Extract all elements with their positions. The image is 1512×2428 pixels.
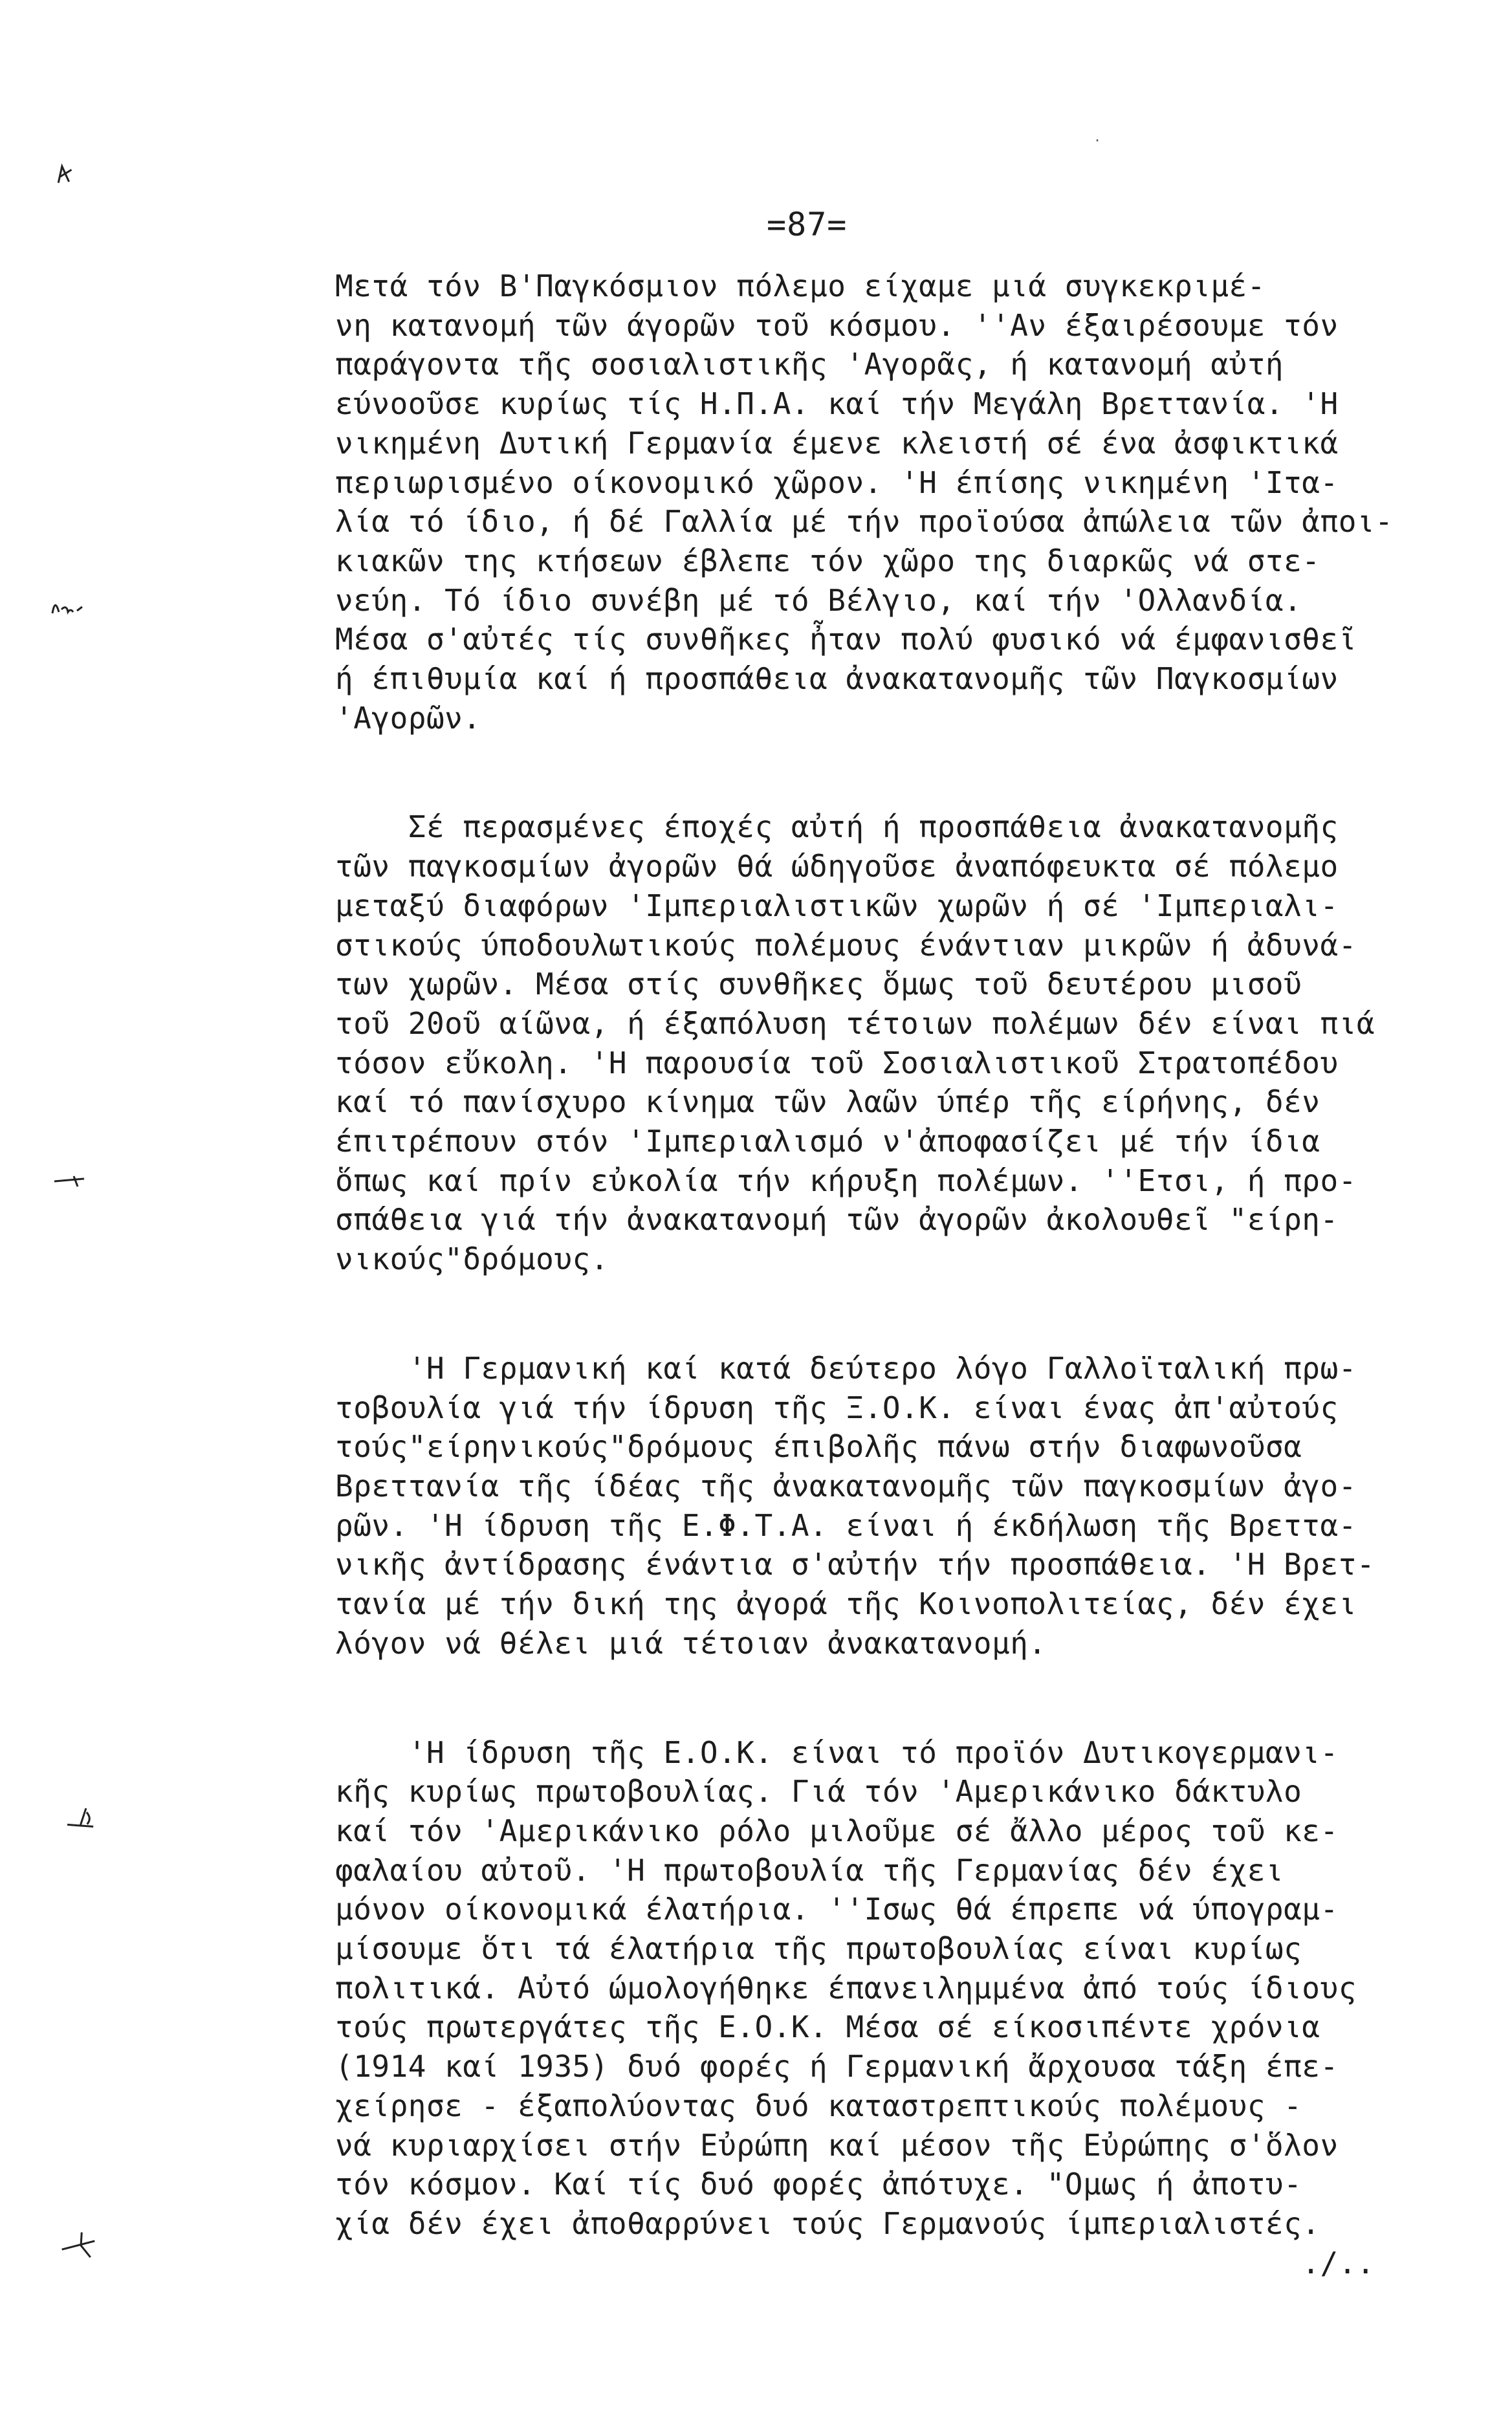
text-line: τανία μέ τήν δική της ἀγορά τῆς Κοινοπολιτείας, δέν έχει: [335, 1586, 1357, 1622]
text-line: χείρησε - έξαπολύοντας δυό καταστρεπτικούς πολέμους -: [335, 2088, 1302, 2123]
text-line: καί τό πανίσχυρο κίνημα τῶν λαῶν ύπέρ τῆς είρήνης, δέν: [335, 1084, 1320, 1120]
text-line: ή έπιθυμία καί ή προσπάθεια ἀνακατανομῆς τῶν Παγκοσμίων: [335, 661, 1339, 697]
text-line: μεταξύ διαφόρων 'Ιμπεριαλιστικῶν χωρῶν ή σέ 'Ιμπεριαλι-: [335, 888, 1339, 923]
text-line: νά κυριαρχίσει στήν Εὐρώπη καί μέσον τῆς Εὐρώπης σ'ὅλον: [335, 2127, 1339, 2163]
text-line: των χωρῶν. Μέσα στίς συνθῆκες ὅμως τοῦ δευτέρου μισοῦ: [335, 967, 1302, 1002]
text-line: λόγον νά θέλει μιά τέτοιαν ἀνακατανομή.: [335, 1625, 1047, 1661]
text-line: σπάθεια γιά τήν ἀνακατανομή τῶν ἀγορῶν ἀκολουθεῖ "είρη-: [335, 1202, 1339, 1238]
text-line: φαλαίου αὐτοῦ. 'Η πρωτοβουλία τῆς Γερμανίας δέν έχει: [335, 1852, 1284, 1888]
text-line: νικημένη Δυτική Γερμανία έμενε κλειστή σέ ένα ἀσφικτικά: [335, 425, 1339, 461]
text-line: Μετά τόν Β'Παγκόσμιον πόλεμο είχαμε μιά συγκεκριμέ-: [335, 268, 1265, 303]
text-line: 'Αγορῶν.: [335, 700, 481, 736]
text-line: ρῶν. 'Η ίδρυση τῆς Ε.Φ.Τ.Α. είναι ή έκδήλωση τῆς Βρεττα-: [335, 1507, 1357, 1543]
text-line: τῶν παγκοσμίων ἀγορῶν θά ώδηγοῦσε ἀναπόφευκτα σέ πόλεμο: [335, 849, 1339, 884]
text-line: χία δέν έχει ἀποθαρρύνει τούς Γερμανούς ίμπεριαλιστές.: [335, 2205, 1320, 2241]
page-number: =87=: [767, 206, 848, 243]
text-line: έπιτρέπουν στόν 'Ιμπεριαλισμό ν'ἀποφασίζει μέ τήν ίδια: [335, 1124, 1320, 1159]
text-line: Μέσα σ'αὐτές τίς συνθῆκες ἦταν πολύ φυσικό νά έμφανισθεῖ: [335, 622, 1357, 657]
text-line: παράγοντα τῆς σοσιαλιστικῆς 'Αγορᾶς, ή κατανομή αὐτή: [335, 347, 1284, 382]
paragraph: [335, 1733, 1454, 2283]
text-line: ὅπως καί πρίν εὐκολία τήν κήρυξη πολέμων. ''Ετσι, ή προ-: [335, 1163, 1357, 1198]
margin-handwritten-mark: [49, 594, 87, 624]
text-line: καί τόν 'Αμερικάνικο ρόλο μιλοῦμε σέ ἄλλο μέρος τοῦ κε-: [335, 1813, 1339, 1848]
text-line: κιακῶν της κτήσεων έβλεπε τόν χῶρο της διαρκῶς νά στε-: [335, 543, 1320, 578]
margin-handwritten-mark: [56, 2224, 107, 2275]
paragraph: [335, 1349, 1454, 1663]
text-line: κῆς κυρίως πρωτοβουλίας. Γιά τόν 'Αμερικάνικο δάκτυλο: [335, 1774, 1302, 1810]
margin-handwritten-mark: [52, 1172, 91, 1196]
text-line: νικούς"δρόμους.: [335, 1241, 609, 1277]
text-line: πολιτικά. Αὐτό ώμολογήθηκε έπανειλημμένα ἀπό τούς ίδιους: [335, 1970, 1357, 2006]
text-line: νεύη. Τό ίδιο συνέβη μέ τό Βέλγιο, καί τήν 'Ολλανδία.: [335, 582, 1302, 618]
paragraph: [335, 267, 1454, 738]
text-line: Βρεττανία τῆς ίδέας τῆς ἀνακατανομῆς τῶν παγκοσμίων ἀγο-: [335, 1468, 1357, 1504]
margin-handwritten-mark: [58, 1800, 103, 1844]
text-line: τοῦ 20οῦ αίῶνα, ή έξαπόλυση τέτοιων πολέμων δέν είναι πιά: [335, 1005, 1375, 1041]
scan-speck: ·: [1093, 133, 1102, 148]
margin-handwritten-mark: [47, 157, 85, 198]
text-line: Σέ περασμένες έποχές αὐτή ή προσπάθεια ἀνακατανομῆς: [335, 809, 1339, 845]
text-line: εύνοοῦσε κυρίως τίς Η.Π.Α. καί τήν Μεγάλη Βρεττανία. 'Η: [335, 386, 1339, 422]
text-line: τόσον εὔκολη. 'Η παρουσία τοῦ Σοσιαλιστικοῦ Στρατοπέδου: [335, 1045, 1339, 1080]
text-line: στικούς ύποδουλωτικούς πολέμους ένάντιαν μικρῶν ή ἀδυνά-: [335, 927, 1357, 963]
text-line: 'Η Γερμανική καί κατά δεύτερο λόγο Γαλλοϊταλική πρω-: [335, 1350, 1357, 1386]
text-line: τόν κόσμον. Καί τίς δυό φορές ἀπότυχε. "Ομως ή ἀποτυ-: [335, 2167, 1302, 2202]
text-line: λία τό ίδιο, ή δέ Γαλλία μέ τήν προϊούσα ἀπώλεια τῶν ἀποι-: [335, 504, 1394, 540]
text-line: (1914 καί 1935) δυό φορές ή Γερμανική ἄρχουσα τάξη έπε-: [335, 2049, 1339, 2084]
paragraph: [335, 807, 1454, 1278]
text-line: μόνον οίκονομικά έλατήρια. ''Ισως θά έπρεπε νά ύπογραμ-: [335, 1892, 1339, 1927]
text-line: μίσουμε ὅτι τά έλατήρια τῆς πρωτοβουλίας είναι κυρίως: [335, 1931, 1302, 1967]
text-line: περιωρισμένο οίκονομικό χῶρον. 'Η έπίσης νικημένη 'Ιτα-: [335, 465, 1339, 500]
text-line: ./..: [335, 2245, 1375, 2280]
text-line: τοβουλία γιά τήν ίδρυση τῆς Ξ.Ο.Κ. είναι ένας ἀπ'αὐτούς: [335, 1390, 1339, 1425]
text-line: 'Η ίδρυση τῆς Ε.Ο.Κ. είναι τό προϊόν Δυτικογερμανι-: [335, 1734, 1339, 1770]
text-line: τούς"είρηνικούς"δρόμους έπιβολῆς πάνω στήν διαφωνοῦσα: [335, 1429, 1302, 1465]
body-text: [335, 267, 1454, 2352]
text-line: νη κατανομή τῶν άγορῶν τοῦ κόσμου. ''Αν έξαιρέσουμε τόν: [335, 307, 1339, 343]
text-line: νικῆς ἀντίδρασης ένάντια σ'αὐτήν τήν προσπάθεια. 'Η Βρετ-: [335, 1547, 1375, 1582]
text-line: τούς πρωτεργάτες τῆς Ε.Ο.Κ. Μέσα σέ είκοσιπέντε χρόνια: [335, 2009, 1320, 2045]
